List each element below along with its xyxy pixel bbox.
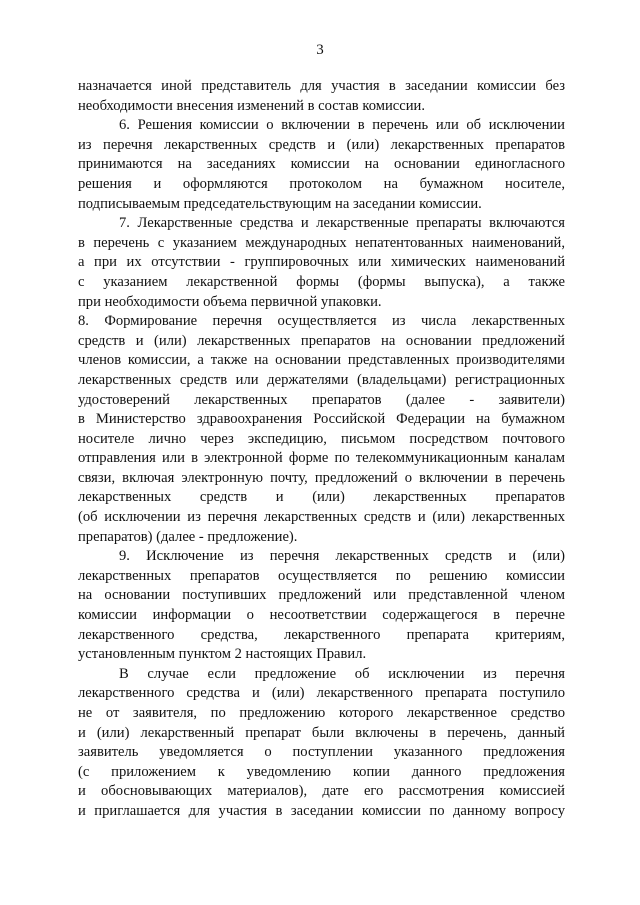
text-line: в Министерство здравоохранения Российской Федерации на бумажном <box>78 411 565 428</box>
text-line: лекарственных препаратов осуществляется по решению комиссии <box>78 567 565 584</box>
paragraph <box>78 77 565 116</box>
text-line: лекарственного средства и (или) лекарственного препарата поступило <box>78 685 565 702</box>
paragraph <box>78 312 565 547</box>
text-line: 8. Формирование перечня осуществляется из числа лекарственных <box>78 313 565 330</box>
text-line: (с приложением к уведомлению копии данного предложения <box>78 763 565 780</box>
text-line: лекарственных средств и (или) лекарственных препаратов <box>78 489 565 506</box>
document-body <box>78 77 565 822</box>
text-line: заявитель уведомляется о поступлении указанного предложения <box>78 744 565 761</box>
text-line: при необходимости объема первичной упаковки. <box>78 293 382 310</box>
text-line: лекарственного средства, лекарственного препарата критериям, <box>78 626 565 643</box>
text-line: с указанием лекарственной формы (формы выпуска), а также <box>78 273 565 290</box>
text-line: на основании поступивших предложений или представленной членом <box>78 587 565 604</box>
text-line: 9. Исключение из перечня лекарственных средств и (или) <box>119 548 565 565</box>
text-line: препаратов) (далее - предложение). <box>78 528 298 545</box>
paragraph <box>78 116 565 214</box>
text-line: подписываемым председательствующим на заседании комиссии. <box>78 195 482 212</box>
text-line: средств и (или) лекарственных препаратов на основании предложений <box>78 332 565 349</box>
text-line: необходимости внесения изменений в состав комиссии. <box>78 97 425 114</box>
text-line: В случае если предложение об исключении из перечня <box>119 665 565 682</box>
text-line: членов комиссии, а также на основании представленных производителями <box>78 352 565 369</box>
paragraph <box>78 547 565 665</box>
paragraph <box>78 214 565 312</box>
text-line: а при их отсутствии - группировочных или химических наименований <box>78 254 565 271</box>
text-line: назначается иной представитель для участия в заседании комиссии без <box>78 78 565 94</box>
text-line: и (или) лекарственный препарат были включены в перечень, данный <box>78 724 565 741</box>
text-line: установленным пунктом 2 настоящих Правил. <box>78 646 367 663</box>
text-line: решения и оформляются протоколом на бумажном носителе, <box>78 175 565 192</box>
text-line: 7. Лекарственные средства и лекарственные препараты включаются <box>119 215 565 232</box>
page-number: 3 <box>316 42 324 58</box>
text-line: 6. Решения комиссии о включении в перечень или об исключении <box>119 117 565 134</box>
text-line: не от заявителя, по предложению которого лекарственное средство <box>78 705 565 721</box>
text-line: связи, включая электронную почту, предложений о включении в перечень <box>78 469 565 486</box>
text-line: из перечня лекарственных средств и (или) лекарственных препаратов <box>78 136 565 153</box>
text-line: комиссии информации о несоответствии содержащегося в перечне <box>78 607 565 624</box>
text-line: носителе лично через экспедицию, письмом посредством почтового <box>78 430 565 447</box>
text-line: удостоверений лекарственных препаратов (далее - заявители) <box>78 391 565 408</box>
text-line: и обосновывающих материалов), дате его рассмотрения комиссией <box>78 783 565 800</box>
text-line: и приглашается для участия в заседании комиссии по данному вопросу <box>78 802 565 819</box>
text-line: принимаются на заседаниях комиссии на основании единогласного <box>78 156 565 173</box>
text-line: в перечень с указанием международных непатентованных наименований, <box>78 234 565 251</box>
text-line: лекарственных средств или держателями (владельцами) регистрационных <box>78 371 565 388</box>
text-line: (об исключении из перечня лекарственных средств и (или) лекарственных <box>78 509 565 526</box>
paragraph <box>78 665 565 822</box>
text-line: отправления или в электронной форме по телекоммуникационным каналам <box>78 450 565 467</box>
